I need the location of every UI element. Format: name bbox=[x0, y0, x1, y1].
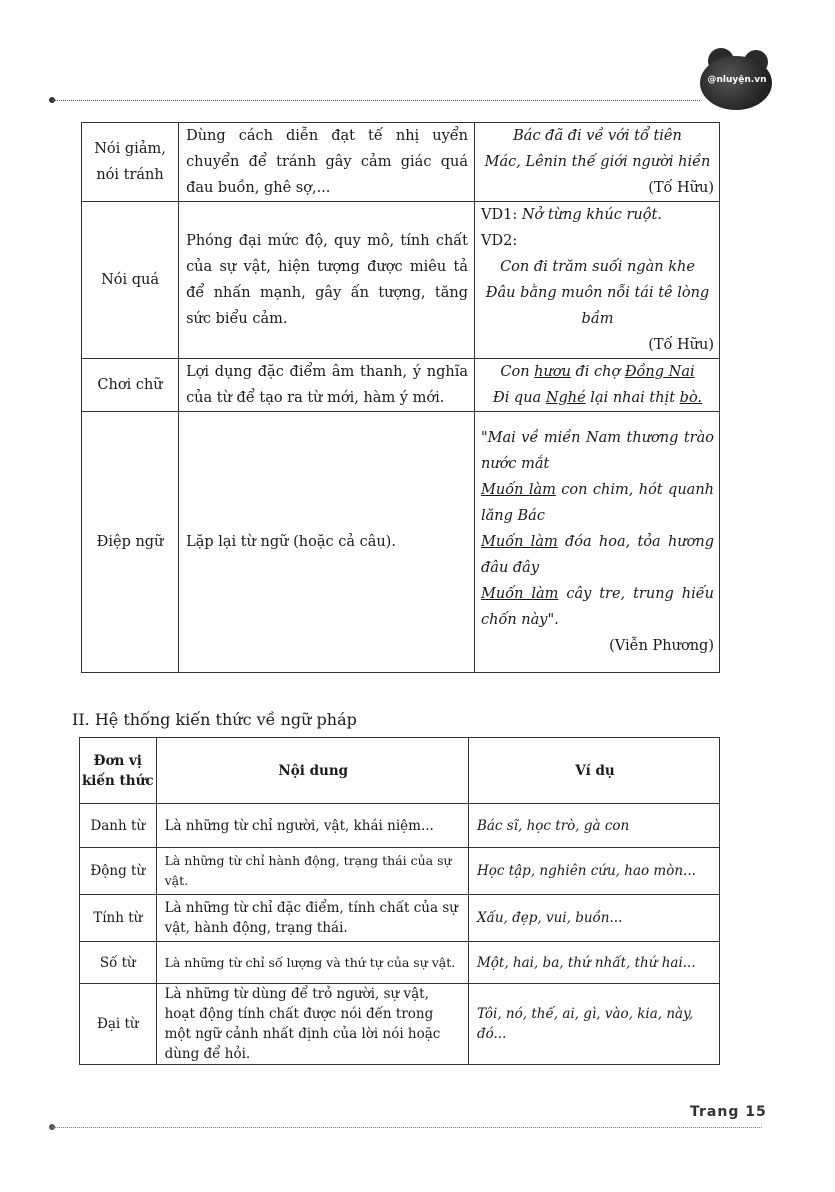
example-cell: Xấu, đẹp, vui, buồn... bbox=[468, 895, 719, 942]
example-cell: Học tập, nghiên cứu, hao mòn... bbox=[468, 848, 719, 895]
table-row bbox=[82, 202, 720, 359]
example-cell: VD1: Nở từng khúc ruột. VD2: Con đi trăm suối ngàn khe Đâu bằng muôn nỗi tái tê lòng bầm (Tố Hữu) bbox=[475, 202, 720, 359]
table-row bbox=[80, 895, 720, 942]
unit-cell: Số từ bbox=[80, 942, 157, 984]
example-cell: Bác sĩ, học trò, gà con bbox=[468, 804, 719, 848]
header-content: Nội dung bbox=[156, 738, 468, 804]
example-cell: Tôi, nó, thế, ai, gì, vào, kia, này, đó... bbox=[468, 984, 719, 1065]
example-cell: "Mai về miền Nam thương trào nước mắt Muốn làm con chim, hót quanh lăng Bác Muốn làm đóa hoa, tỏa hương đâu đây Muốn làm cây tre, trung hiếu chốn này". (Viễn Phương) bbox=[475, 412, 720, 673]
content-cell: Là những từ chỉ đặc điểm, tính chất của sự vật, hành động, trạng thái. bbox=[156, 895, 468, 942]
unit-cell: Tính từ bbox=[80, 895, 157, 942]
header-rule bbox=[52, 100, 700, 101]
term-cell: Điệp ngữ bbox=[82, 412, 179, 673]
definition-cell: Phóng đại mức độ, quy mô, tính chất của sự vật, hiện tượng được miêu tả để nhấn mạnh, gây ấn tượng, tăng sức biểu cảm. bbox=[179, 202, 475, 359]
unit-cell: Danh từ bbox=[80, 804, 157, 848]
term-cell: Nói giảm, nói tránh bbox=[82, 123, 179, 202]
definition-cell: Lặp lại từ ngữ (hoặc cả câu). bbox=[179, 412, 475, 673]
table-header-row bbox=[80, 738, 720, 804]
definition-cell: Dùng cách diễn đạt tế nhị uyển chuyển để tránh gây cảm giác quá đau buồn, ghê sợ,... bbox=[179, 123, 475, 202]
table-row bbox=[80, 804, 720, 848]
example-cell: Con hươu đi chợ Đồng Nai Đi qua Nghé lại nhai thịt bò. bbox=[475, 359, 720, 412]
rhetoric-table bbox=[81, 122, 720, 673]
footer-rule bbox=[52, 1127, 762, 1128]
page-number: Trang 15 bbox=[690, 1104, 767, 1120]
term-cell: Nói quá bbox=[82, 202, 179, 359]
unit-cell: Đại từ bbox=[80, 984, 157, 1065]
unit-cell: Động từ bbox=[80, 848, 157, 895]
table-row bbox=[82, 412, 720, 673]
grammar-table bbox=[79, 737, 720, 1065]
table-row bbox=[80, 942, 720, 984]
header-unit: Đơn vị kiến thức bbox=[80, 738, 157, 804]
term-cell: Chơi chữ bbox=[82, 359, 179, 412]
table-row bbox=[80, 984, 720, 1065]
table-row bbox=[82, 123, 720, 202]
brand-logo bbox=[700, 48, 774, 112]
table-row bbox=[80, 848, 720, 895]
example-cell: Một, hai, ba, thứ nhất, thứ hai... bbox=[468, 942, 719, 984]
brand-logo-text: @nluyện.vn bbox=[707, 75, 767, 85]
content-cell: Là những từ chỉ hành động, trạng thái của sự vật. bbox=[156, 848, 468, 895]
content-cell: Là những từ chỉ số lượng và thứ tự của sự vật. bbox=[156, 942, 468, 984]
content-cell: Là những từ chỉ người, vật, khái niệm... bbox=[156, 804, 468, 848]
table-row bbox=[82, 359, 720, 412]
definition-cell: Lợi dụng đặc điểm âm thanh, ý nghĩa của từ để tạo ra từ mới, hàm ý mới. bbox=[179, 359, 475, 412]
header-example: Ví dụ bbox=[468, 738, 719, 804]
content-cell: Là những từ dùng để trỏ người, sự vật, hoạt động tính chất được nói đến trong một ngữ cảnh nhất định của lời nói hoặc dùng để hỏi. bbox=[156, 984, 468, 1065]
example-cell: Bác đã đi về với tổ tiên Mác, Lênin thế giới người hiền (Tố Hữu) bbox=[475, 123, 720, 202]
section-title: II. Hệ thống kiến thức về ngữ pháp bbox=[72, 710, 357, 729]
